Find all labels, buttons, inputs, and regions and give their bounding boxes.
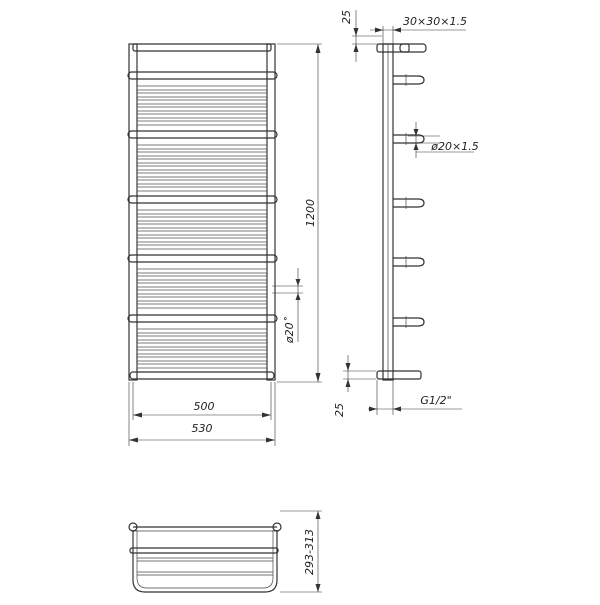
bottom-offset-label: 25	[333, 403, 346, 417]
crossbar	[137, 276, 267, 280]
shelf-rail	[128, 315, 277, 322]
inner-width-label: 500	[193, 400, 215, 413]
top-bar	[133, 44, 271, 51]
crossbar	[137, 343, 267, 347]
crossbar	[137, 217, 267, 221]
crossbar	[137, 245, 267, 249]
side-view	[333, 10, 479, 417]
depth-label: 293-313	[303, 529, 316, 575]
top-view	[129, 511, 322, 592]
front-view	[128, 44, 322, 446]
crossbar	[137, 297, 267, 301]
crossbar	[137, 357, 267, 361]
dimension-connection	[368, 380, 462, 415]
left-vertical-tube	[129, 44, 137, 380]
crossbar	[137, 364, 267, 368]
dimension-profile	[370, 15, 467, 44]
crossbar	[137, 350, 267, 354]
dimension-depth	[280, 511, 322, 592]
crossbar	[137, 210, 267, 214]
top-rail-2	[130, 548, 278, 553]
outer-width-label: 530	[191, 422, 213, 435]
profile-label: 30×30×1.5	[403, 15, 467, 28]
dimension-rail-diameter	[272, 268, 303, 344]
crossbar	[137, 93, 267, 97]
rail-tube-label: ø20×1.5	[431, 140, 479, 153]
hook-brackets	[393, 44, 426, 328]
crossbar	[137, 145, 267, 149]
hook-bracket	[393, 76, 424, 84]
crossbar	[137, 231, 267, 235]
right-vertical-tube	[267, 44, 275, 380]
rail-diameter-label: ø20˚	[283, 316, 296, 344]
crossbar	[137, 121, 267, 125]
dimension-outer-width	[129, 382, 275, 446]
crossbar	[137, 180, 267, 184]
crossbar	[137, 159, 267, 163]
crossbar	[137, 152, 267, 156]
shelf-rail	[128, 72, 277, 79]
hook-bracket	[393, 258, 424, 266]
crossbar	[137, 166, 267, 170]
crossbar	[137, 100, 267, 104]
crossbar	[137, 336, 267, 340]
dimension-inner-width	[133, 382, 271, 420]
crossbar	[137, 329, 267, 333]
hook-bracket	[393, 318, 424, 326]
crossbars	[137, 86, 267, 368]
crossbar	[137, 283, 267, 287]
dimension-rail-tube	[408, 122, 479, 158]
crossbar	[137, 107, 267, 111]
top-hook	[400, 44, 426, 52]
height-label: 1200	[304, 199, 317, 227]
bottom-connection	[377, 371, 421, 379]
bottom-bar	[130, 372, 274, 379]
shelf-rails	[128, 72, 277, 322]
dimension-top-offset	[340, 10, 382, 62]
crossbar	[137, 238, 267, 242]
shelf-rail	[128, 255, 277, 262]
shelf-rail	[128, 131, 277, 138]
crossbar	[137, 114, 267, 118]
crossbar	[137, 224, 267, 228]
connection-label: G1/2"	[420, 394, 452, 407]
crossbar	[137, 173, 267, 177]
hook-bracket	[393, 199, 424, 207]
shelf-rail	[128, 196, 277, 203]
crossbar	[137, 304, 267, 308]
crossbar	[137, 187, 267, 191]
top-offset-label: 25	[340, 10, 353, 24]
crossbar	[137, 86, 267, 90]
crossbar	[137, 290, 267, 294]
crossbar	[137, 269, 267, 273]
